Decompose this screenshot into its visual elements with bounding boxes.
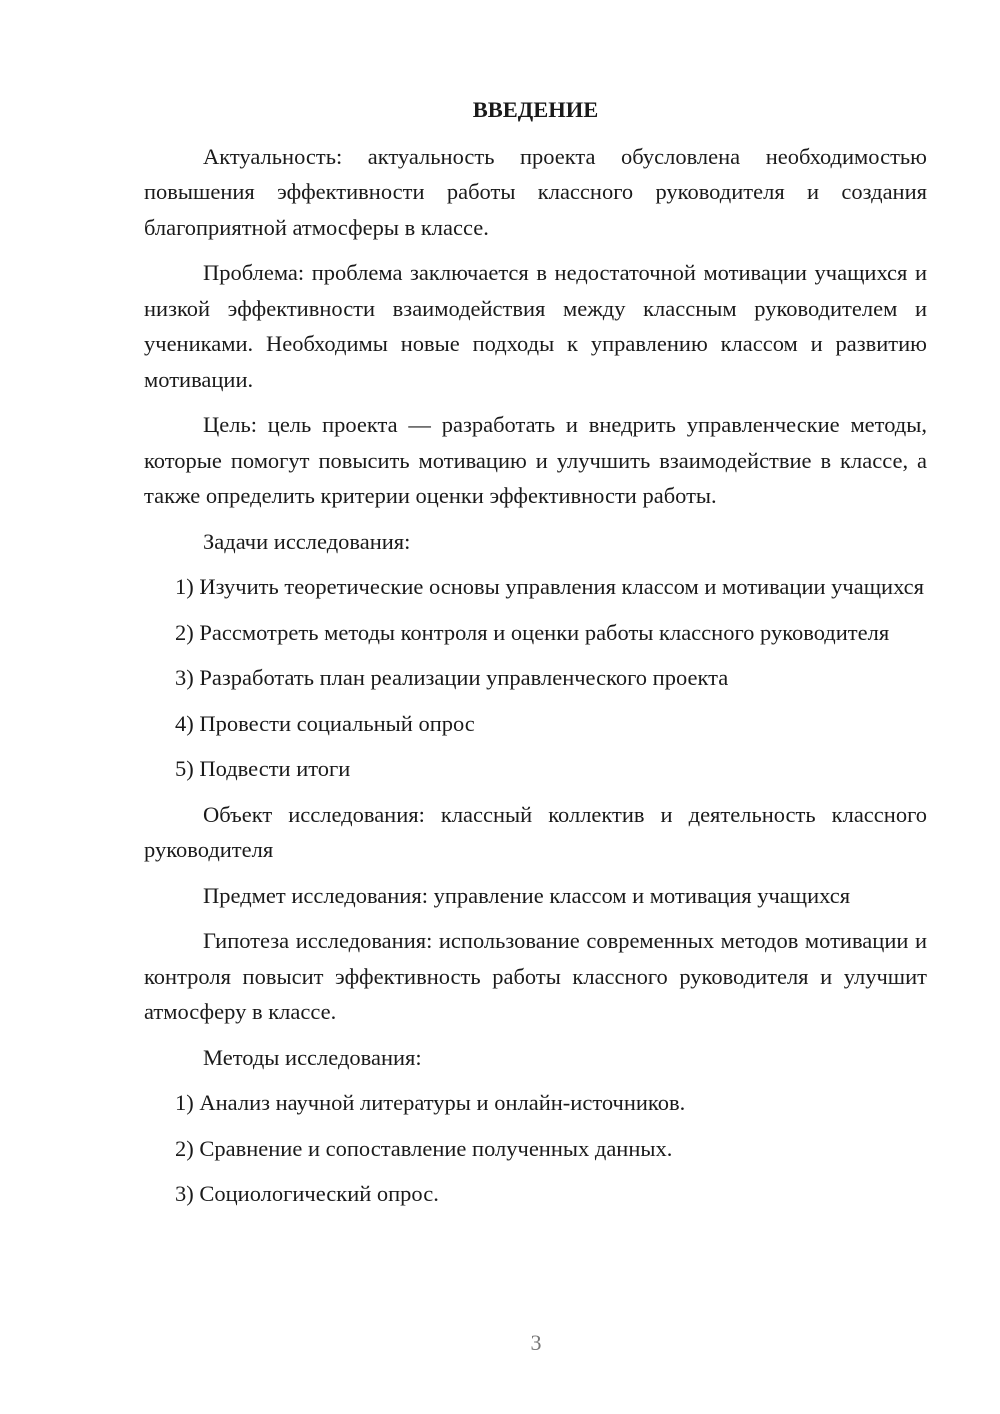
- subject-paragraph: Предмет исследования: управление классом и мотивация учащихся: [203, 882, 851, 908]
- problem-paragraph: Проблема: проблема заключается в недостаточной мотивации учащихся и низкой эффективности взаимодействия между классным руководителем и учениками. Необходимы новые подходы к управлению классом и развитию мотивации.: [144, 260, 927, 392]
- method-item: 2) Сравнение и сопоставление полученных данных.: [175, 1135, 673, 1161]
- hypothesis-paragraph: Гипотеза исследования: использование современных методов мотивации и контроля повысит эффективность работы классного руководителя и улучшит атмосферу в классе.: [144, 928, 927, 1024]
- method-item: 1) Анализ научной литературы и онлайн-источников.: [175, 1090, 686, 1115]
- task-item: 1) Изучить теоретические основы управления классом и мотивации учащихся: [175, 574, 925, 599]
- object-paragraph: Объект исследования: классный коллектив и деятельность классного руководителя: [144, 801, 927, 862]
- relevance-paragraph: Актуальность: актуальность проекта обусловлена необходимостью повышения эффективности работы классного руководителя и создания благоприятной атмосферы в классе.: [144, 143, 927, 240]
- methods-heading: Методы исследования:: [203, 1044, 422, 1070]
- tasks-heading: Задачи исследования:: [203, 528, 411, 554]
- goal-paragraph: Цель: цель проекта — разработать и внедрить управленческие методы, которые помогут повысить мотивацию и улучшить взаимодействие в классе, а также определить критерии оценки эффективности работы.: [144, 412, 927, 508]
- section-title: ВВЕДЕНИЕ: [472, 97, 599, 122]
- document-body: [144, 92, 927, 1222]
- task-item: 2) Рассмотреть методы контроля и оценки работы классного руководителя: [175, 619, 890, 645]
- task-item: 3) Разработать план реализации управленческого проекта: [175, 665, 729, 690]
- page-number: 3: [530, 1330, 542, 1355]
- task-item: 4) Провести социальный опрос: [175, 710, 475, 736]
- task-item: 5) Подвести итоги: [175, 756, 351, 781]
- method-item: 3) Социологический опрос.: [175, 1181, 439, 1206]
